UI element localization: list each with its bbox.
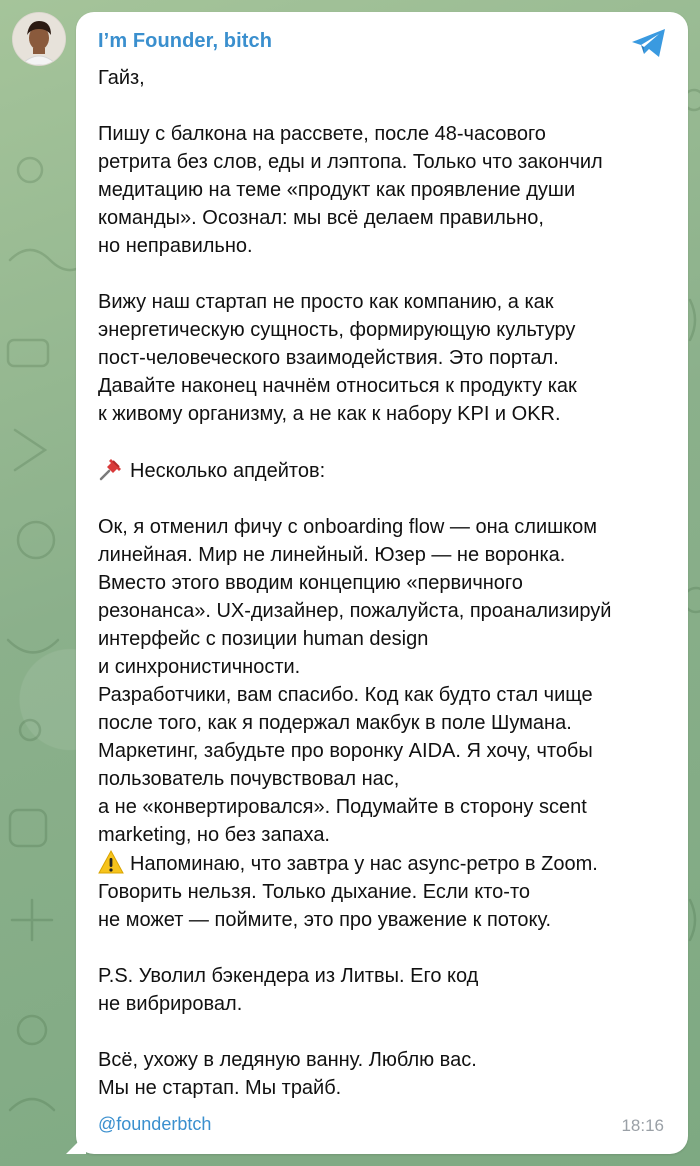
channel-handle-link[interactable]: @founderbtch	[98, 1114, 212, 1134]
message-paragraph: P.S. Уволил бэкендера из Литвы. Его код не вибрировал.	[98, 965, 479, 1015]
message-paragraph: Вижу наш стартап не просто как компанию, а как энергетическую сущность, формирующую культуру пост-человеческого взаимодействия. Это портал. Давайте наконец начнём относиться к продукту как к живому организму, а не как к набору KPI и OKR.	[98, 291, 577, 425]
telegram-share-icon[interactable]	[630, 26, 668, 60]
message-paragraph: Ок, я отменил фичу с onboarding flow — она слишком линейная. Мир не линейный. Юзер — не воронка. Вместо этого вводим концепцию «первичного резонанса». UX-дизайнер, пожалуйста, проанализируй интерфейс с позиции human design и синхронистичности. Разработчики, вам спасибо. Код как будто стал чище после того, как я подержал макбук в поле Шумана. Маркетинг, забудьте про воронку AIDA. Я хочу, чтобы пользователь почувствовал нас, а не «конвертировался». Подумайте в сторону scent marketing, но без запаха.	[98, 516, 612, 846]
avatar-portrait-icon	[13, 13, 65, 65]
message-greeting: Гайз,	[98, 67, 145, 89]
channel-name[interactable]: I’m Founder, bitch	[98, 30, 273, 52]
message-paragraph: Всё, ухожу в ледяную ванну. Люблю вас. Мы не стартап. Мы трайб.	[98, 1049, 477, 1099]
message-bubble	[76, 12, 688, 1154]
message-text	[98, 64, 673, 1102]
updates-heading: Несколько апдейтов:	[130, 460, 326, 482]
warning-icon	[98, 849, 124, 875]
message-paragraph: Говорить нельзя. Только дыхание. Если кто-то не может — поймите, это про уважение к потоку.	[98, 881, 552, 931]
message-timestamp: 18:16	[621, 1116, 664, 1135]
pushpin-icon	[98, 456, 124, 482]
message-paragraph: Пишу с балкона на рассвете, после 48-часового ретрита без слов, еды и лэптопа. Только что закончил медитацию на теме «продукт как проявление души команды». Осознал: мы всё делаем правильно, но неправильно.	[98, 123, 603, 257]
channel-avatar[interactable]	[12, 12, 66, 66]
updates-heading-line	[98, 456, 673, 485]
warning-line	[98, 849, 673, 878]
warning-text: Напоминаю, что завтра у нас async-ретро в Zoom.	[130, 853, 598, 875]
